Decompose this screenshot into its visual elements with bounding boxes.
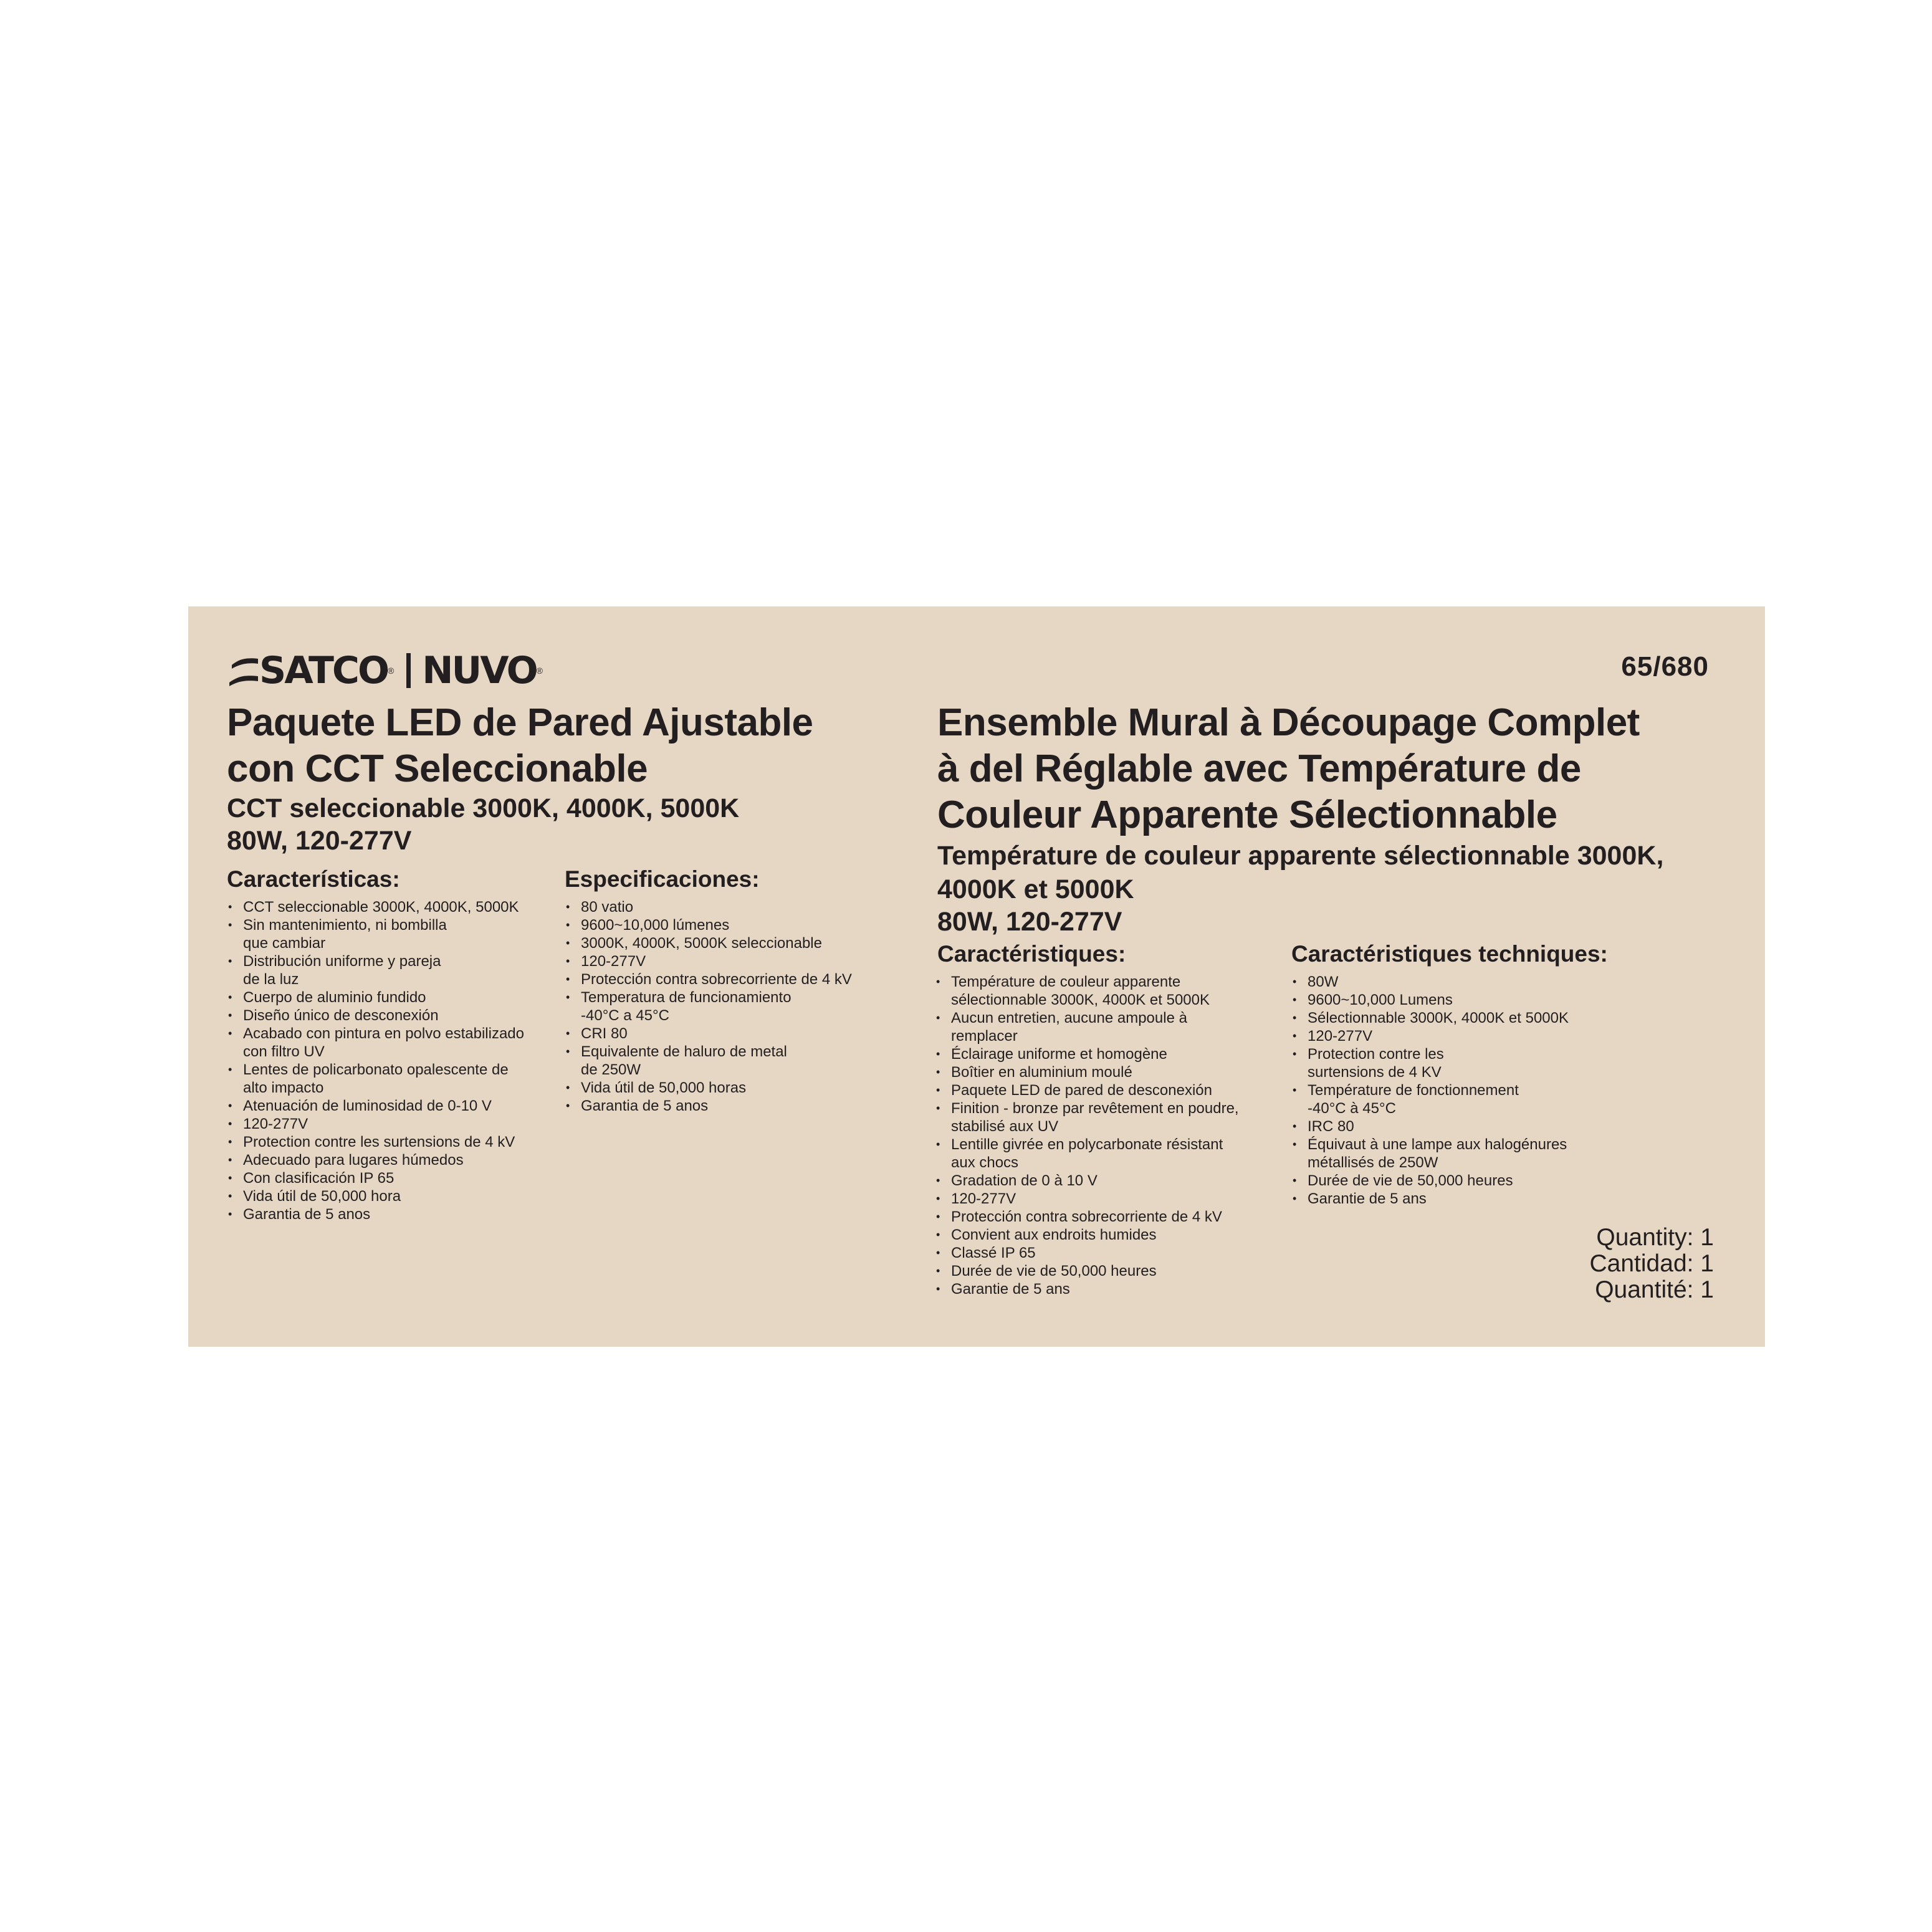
list-item: • Gradation de 0 à 10 V	[935, 1172, 1284, 1190]
list-item: • Atenuación de luminosidad de 0-10 V	[227, 1097, 551, 1115]
list-item: • Cuerpo de aluminio fundido	[227, 988, 551, 1007]
list-item: • Sin mantenimiento, ni bombilla que cambiar	[227, 916, 551, 952]
french-specs-heading: Caractéristiques techniques:	[1291, 941, 1608, 967]
list-item: • Convient aux endroits humides	[935, 1226, 1284, 1244]
spanish-specs-heading: Especificaciones:	[565, 866, 760, 892]
brand-nuvo: NUVO	[422, 649, 537, 692]
brand-logo	[226, 651, 543, 690]
list-item: • Aucun entretien, aucune ampoule à remplacer	[935, 1009, 1284, 1045]
list-item: • Con clasificación IP 65	[227, 1169, 551, 1187]
list-item: • 80W	[1291, 973, 1640, 991]
list-item: • Protection contre les surtensions de 4 kV	[227, 1133, 551, 1151]
spanish-features-heading: Características:	[227, 866, 400, 892]
list-item: • 3000K, 4000K, 5000K seleccionable	[565, 934, 889, 952]
spanish-title-line1: Paquete LED de Pared Ajustable	[227, 701, 813, 744]
list-item: • 120-277V	[565, 952, 889, 970]
french-subtitle-line3: 80W, 120-277V	[937, 907, 1122, 937]
list-item: • Vida útil de 50,000 hora	[227, 1187, 551, 1205]
list-item: • 120-277V	[935, 1190, 1284, 1208]
french-title-line2: à del Réglable avec Température de	[937, 747, 1581, 790]
list-item: • Protección contra sobrecorriente de 4 kV	[565, 970, 889, 988]
list-item: • Sélectionnable 3000K, 4000K et 5000K	[1291, 1009, 1640, 1027]
list-item: • Vida útil de 50,000 horas	[565, 1079, 889, 1097]
list-item: • 9600~10,000 Lumens	[1291, 991, 1640, 1009]
list-item: • Temperatura de funcionamiento -40°C a 45°C	[565, 988, 889, 1025]
spanish-specs-list	[565, 898, 889, 1115]
quantity-es: Cantidad: 1	[1589, 1250, 1714, 1277]
list-item: • Garantia de 5 anos	[227, 1205, 551, 1223]
list-item: • 120-277V	[227, 1115, 551, 1133]
list-item: • Garantie de 5 ans	[935, 1280, 1284, 1298]
french-features-heading: Caractéristiques:	[937, 941, 1126, 967]
list-item: • Adecuado para lugares húmedos	[227, 1151, 551, 1169]
spanish-features-list	[227, 898, 551, 1223]
spanish-subtitle-line2: 80W, 120-277V	[227, 826, 412, 856]
quantity-fr: Quantité: 1	[1595, 1276, 1714, 1303]
list-item: • Diseño único de desconexión	[227, 1007, 551, 1025]
list-item: • Protection contre les surtensions de 4 KV	[1291, 1045, 1640, 1081]
french-specs-list	[1291, 973, 1640, 1208]
list-item: • CRI 80	[565, 1025, 889, 1043]
brand-divider	[406, 653, 411, 688]
list-item: • Finition - bronze par revêtement en poudre, stabilisé aux UV	[935, 1099, 1284, 1136]
list-item: • Boîtier en aluminium moulé	[935, 1063, 1284, 1081]
french-title-line3: Couleur Apparente Sélectionnable	[937, 793, 1557, 836]
quantity-block	[1590, 1225, 1714, 1303]
model-number: 65/680	[1621, 651, 1709, 682]
list-item: • Durée de vie de 50,000 heures	[1291, 1172, 1640, 1190]
list-item: • Équivaut à une lampe aux halogénures métallisés de 250W	[1291, 1136, 1640, 1172]
quantity-en: Quantity: 1	[1596, 1224, 1714, 1251]
list-item: • Paquete LED de pared de desconexión	[935, 1081, 1284, 1099]
list-item: • IRC 80	[1291, 1117, 1640, 1136]
list-item: • Lentes de policarbonato opalescente de alto impacto	[227, 1061, 551, 1097]
french-title-line1: Ensemble Mural à Découpage Complet	[937, 701, 1640, 744]
list-item: • Acabado con pintura en polvo estabilizado con filtro UV	[227, 1025, 551, 1061]
spanish-title-line2: con CCT Seleccionable	[227, 747, 648, 790]
list-item: • Éclairage uniforme et homogène	[935, 1045, 1284, 1063]
registered-mark-icon: ®	[536, 666, 543, 676]
brand-satco: SATCO	[259, 649, 388, 692]
list-item: • Température de couleur apparente sélectionnable 3000K, 4000K et 5000K	[935, 973, 1284, 1009]
list-item: • Durée de vie de 50,000 heures	[935, 1262, 1284, 1280]
list-item: • 120-277V	[1291, 1027, 1640, 1045]
registered-mark-icon: ®	[387, 666, 395, 676]
french-subtitle-line1: Température de couleur apparente sélectionnable 3000K,	[937, 841, 1664, 871]
spanish-subtitle-line1: CCT seleccionable 3000K, 4000K, 5000K	[227, 793, 740, 823]
list-item: • Température de fonctionnement -40°C à 45°C	[1291, 1081, 1640, 1117]
list-item: • Distribución uniforme y pareja de la luz	[227, 952, 551, 988]
french-subtitle-line2: 4000K et 5000K	[937, 874, 1134, 904]
satco-swoosh-icon	[226, 651, 259, 690]
product-label	[188, 606, 1765, 1347]
list-item: • CCT seleccionable 3000K, 4000K, 5000K	[227, 898, 551, 916]
list-item: • Garantie de 5 ans	[1291, 1190, 1640, 1208]
list-item: • Protección contra sobrecorriente de 4 kV	[935, 1208, 1284, 1226]
list-item: • 80 vatio	[565, 898, 889, 916]
french-features-list	[935, 973, 1284, 1298]
list-item: • Lentille givrée en polycarbonate résistant aux chocs	[935, 1136, 1284, 1172]
list-item: • Garantia de 5 anos	[565, 1097, 889, 1115]
list-item: • Equivalente de haluro de metal de 250W	[565, 1043, 889, 1079]
list-item: • Classé IP 65	[935, 1244, 1284, 1262]
list-item: • 9600~10,000 lúmenes	[565, 916, 889, 934]
